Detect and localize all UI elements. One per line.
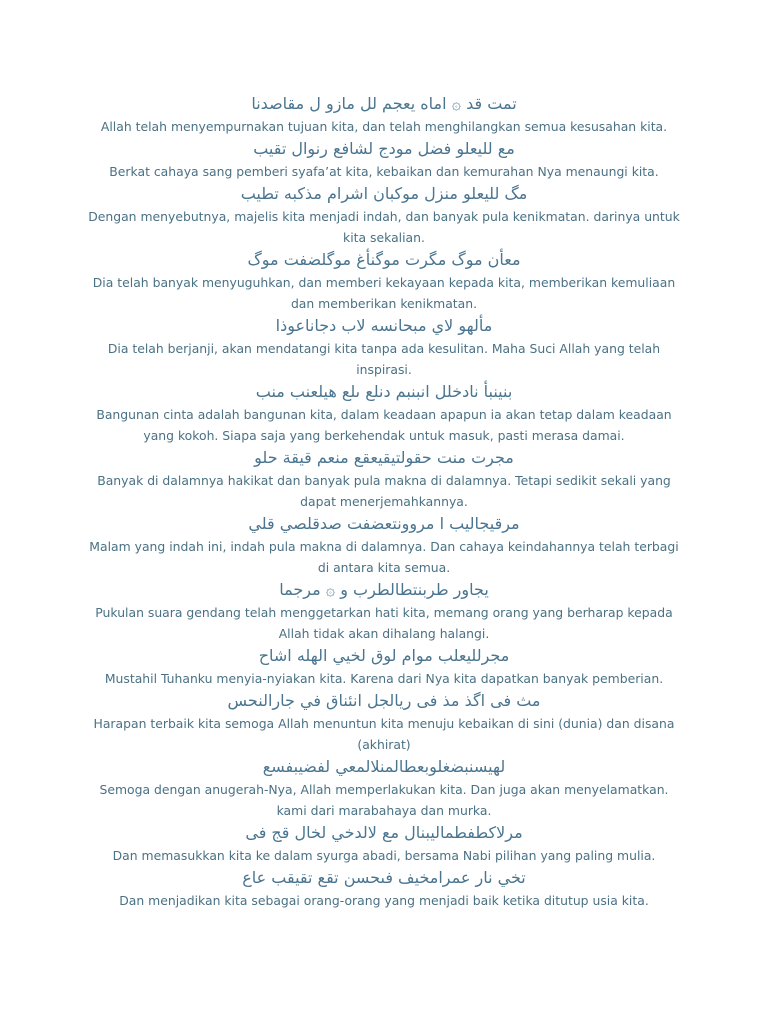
arabic-line: مجرلليعلب موام لوق لخيي الهله اشاح (258, 646, 510, 665)
verse-13 (84, 821, 684, 866)
translation-text: Allah telah menyempurnakan tujuan kita, dan telah menghilangkan semua kesusahan kita. (100, 119, 668, 134)
translation-text: Malam yang indah ini, indah pula makna di dalamnya. Dan cahaya keindahannya telah terbagi di antara kita semua. (89, 539, 679, 575)
translation-text: Dia telah banyak menyuguhkan, dan memberi kekayaan kepada kita, memberikan kemuliaan dan memberikan kenikmatan. (92, 275, 676, 311)
verse-4 (84, 248, 684, 314)
arabic-line: تمت قد ۞ اماه يعجم لل مازو ل مقاصدنا (251, 94, 517, 113)
verse-14 (84, 866, 684, 911)
arabic-line: لهيسنبضغلوبعطالمنلالمعي لفضيبفسع (262, 757, 506, 776)
translation-text: Semoga dengan anugerah-Nya, Allah memperlakukan kita. Dan juga akan menyelamatkan. kami dari marabahaya dan murka. (99, 782, 669, 818)
arabic-line: معأن موگ مگرت موگنأغ موگلضفت موگ (247, 250, 521, 269)
verse-6 (84, 380, 684, 446)
arabic-line: مجرت منت حقولتيقيعقع منعم قيقة حلو (254, 448, 514, 467)
translation-text: Dan menjadikan kita sebagai orang-orang yang menjadi baik ketika ditutup usia kita. (119, 893, 649, 908)
translation-text: Harapan terbaik kita semoga Allah menuntun kita menuju kebaikan di sini (dunia) dan disana (akhirat) (93, 716, 675, 752)
translation-text: Banyak di dalamnya hakikat dan banyak pula makna di dalamnya. Tetapi sedikit sekali yang dapat menerjemahkannya. (97, 473, 671, 509)
arabic-line: مألهو لاي مبحانسه لاب دجاناعوذا (275, 316, 493, 335)
verse-9 (84, 578, 684, 644)
translation-text: Dia telah berjanji, akan mendatangi kita tanpa ada kesulitan. Maha Suci Allah yang telah inspirasi. (107, 341, 661, 377)
verse-2 (84, 137, 684, 182)
arabic-line: مگ لليعلو منزل موكبان اشرام مذكبه تطيب (240, 184, 528, 203)
arabic-line: مث فى اگذ مذ فى ريالجل انئناق في جارالنحس (227, 691, 541, 710)
arabic-line: مع لليعلو فضل مودج لشافع رنوال تقيب (253, 139, 515, 158)
verse-5 (84, 314, 684, 380)
verse-8 (84, 512, 684, 578)
translation-text: Dengan menyebutnya, majelis kita menjadi indah, dan banyak pula kenikmatan. darinya untuk kita sekalian. (88, 209, 680, 245)
arabic-line: مرلاكطفطماليبنال مع لالدخي لخال قج فى (245, 823, 523, 842)
document-page (84, 92, 684, 911)
verse-1 (84, 92, 684, 137)
translation-text: Bangunan cinta adalah bangunan kita, dalam keadaan apapun ia akan tetap dalam keadaan yang kokoh. Siapa saja yang berkehendak untuk masuk, pasti merasa damai. (96, 407, 672, 443)
arabic-line: بنينبأ نادخلل انبنبم دنلع ىلع هيلعنب منب (255, 382, 513, 401)
verse-12 (84, 755, 684, 821)
verse-7 (84, 446, 684, 512)
verse-3 (84, 182, 684, 248)
arabic-line: تخي نار عمرامخيف فىحسن تقع تقيقب عاع (242, 868, 526, 887)
arabic-line: مرقيجاليب ا مروونتعضفت صدقلصي قلي (248, 514, 520, 533)
translation-text: Pukulan suara gendang telah menggetarkan hati kita, memang orang yang berharap kepada Allah tidak akan dihalang halangi. (95, 605, 673, 641)
translation-text: Dan memasukkan kita ke dalam syurga abadi, bersama Nabi pilihan yang paling mulia. (112, 848, 656, 863)
verse-11 (84, 689, 684, 755)
translation-text: Mustahil Tuhanku menyia-nyiakan kita. Karena dari Nya kita dapatkan banyak pemberian. (104, 671, 664, 686)
verse-10 (84, 644, 684, 689)
arabic-line: يجاور طربنتطالطرب و ۞ مرجما (279, 580, 489, 599)
translation-text: Berkat cahaya sang pemberi syafa’at kita, kebaikan dan kemurahan Nya menaungi kita. (109, 164, 659, 179)
